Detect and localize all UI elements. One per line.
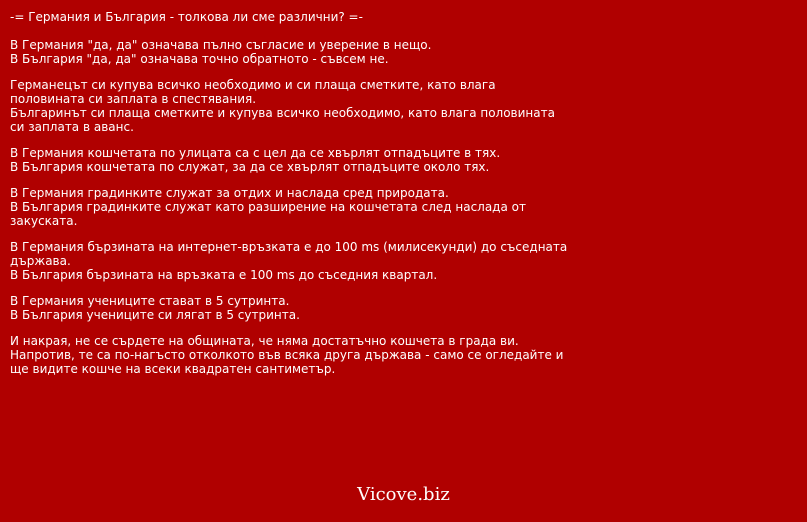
paragraph-line: Българинът си плаща сметките и купува всичко необходимо, като влага половината: [10, 106, 555, 120]
paragraph-line: закуската.: [10, 214, 78, 228]
paragraph-line: В България "да, да" означава точно обратното - съвсем не.: [10, 52, 389, 66]
paragraph-internet: [10, 240, 600, 282]
paragraph-line: В България кошчетата по служат, за да се хвърлят отпадъците около тях.: [10, 160, 490, 174]
joke-article: [10, 10, 600, 388]
paragraph-line: В България градинките служат като разширение на кошчетата след наслада от: [10, 200, 526, 214]
paragraph-bins: [10, 146, 600, 174]
paragraph-line: В Германия кошчетата по улицата са с цел да се хвърлят отпадъците в тях.: [10, 146, 501, 160]
paragraph-conclusion: [10, 334, 600, 376]
paragraph-line: В Германия "да, да" означава пълно съгласие и уверение в нещо.: [10, 38, 432, 52]
paragraph-gardens: [10, 186, 600, 228]
page-title: -= Германия и България - толкова ли сме различни? =-: [10, 10, 363, 24]
paragraph-yes: [10, 38, 600, 66]
paragraph-bills: [10, 78, 600, 134]
paragraph-line: си заплата в аванс.: [10, 120, 134, 134]
paragraph-line: В Германия учениците стават в 5 сутринта.: [10, 294, 290, 308]
paragraph-line: В Германия бързината на интернет-връзката е до 100 ms (милисекунди) до съседната: [10, 240, 568, 254]
paragraph-line: В България учениците си лягат в 5 сутринта.: [10, 308, 300, 322]
site-watermark: Vicove.biz: [357, 484, 450, 505]
paragraph-line: ще видите кошче на всеки квадратен сантиметър.: [10, 362, 336, 376]
paragraph-line: Напротив, те са по-нагъсто отколкото във всяка друга държава - само се огледайте и: [10, 348, 564, 362]
paragraph-line: В Германия градинките служат за отдих и наслада сред природата.: [10, 186, 449, 200]
paragraph-line: И накрая, не се сърдете на общината, че няма достатъчно кошчета в града ви.: [10, 334, 519, 348]
paragraph-line: половината си заплата в спестявания.: [10, 92, 257, 106]
paragraph-students: [10, 294, 600, 322]
paragraph-line: държава.: [10, 254, 71, 268]
paragraph-line: В България бързината на връзката е 100 ms до съседния квартал.: [10, 268, 438, 282]
paragraph-line: Германецът си купува всичко необходимо и си плаща сметките, като влага: [10, 78, 496, 92]
